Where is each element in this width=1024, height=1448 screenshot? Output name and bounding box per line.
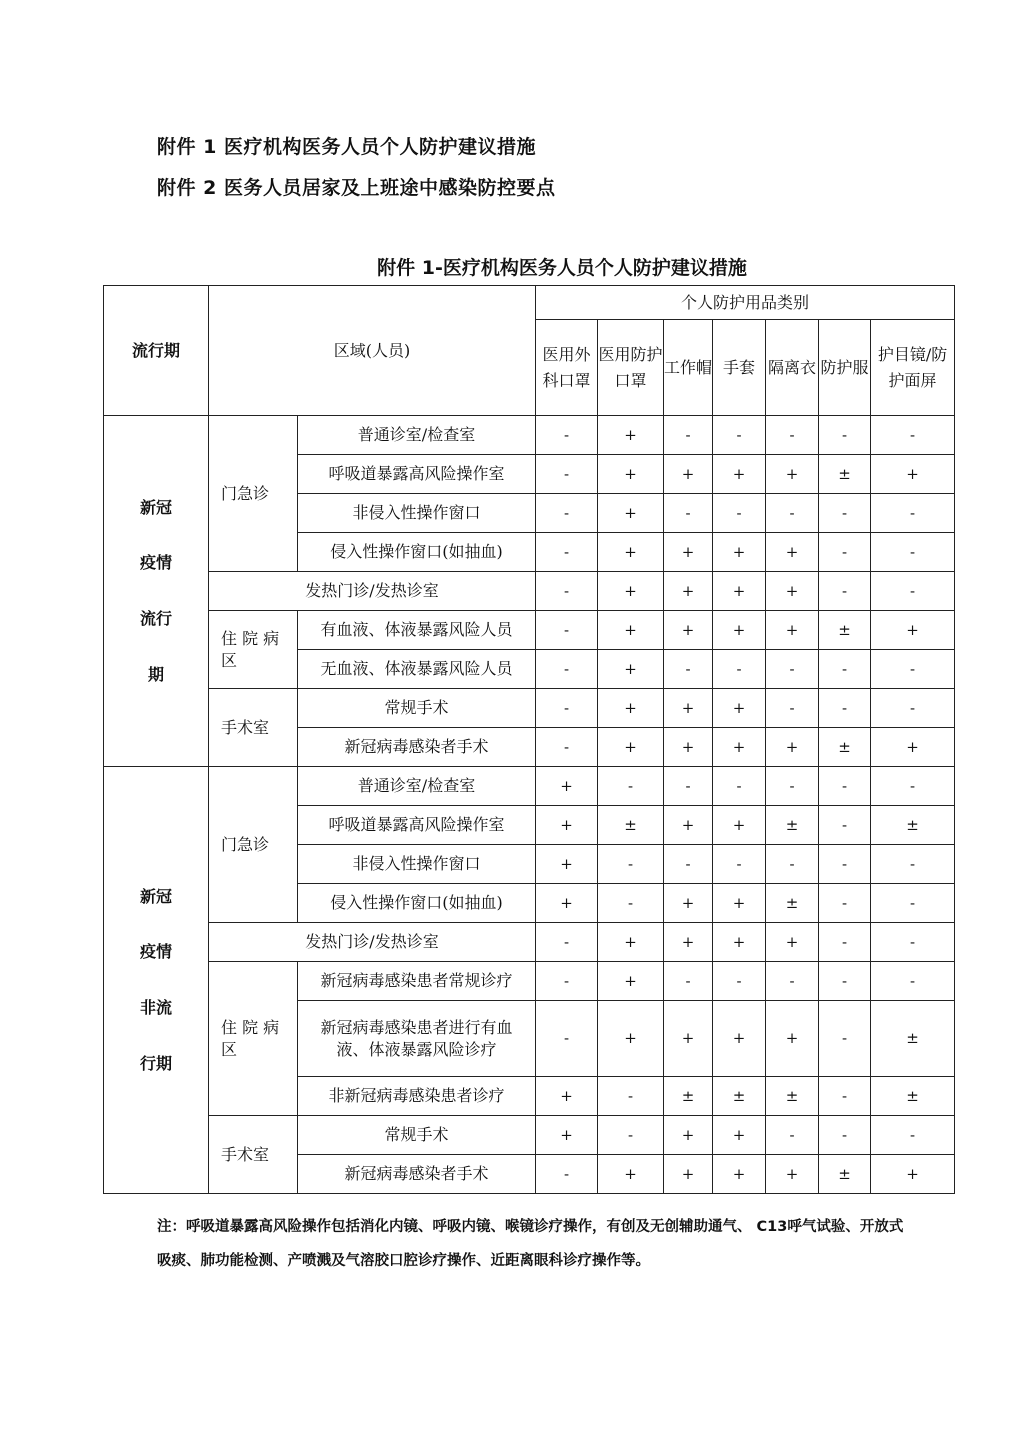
ppe-mark-cell: - — [766, 650, 819, 689]
area-group-cell: 住 院 病 区 — [209, 962, 298, 1116]
header-ppe-col: 医用防护口罩 — [598, 320, 664, 416]
area-group-cell: 手术室 — [209, 689, 298, 767]
ppe-mark-cell: - — [536, 416, 598, 455]
ppe-mark-cell: ± — [819, 611, 871, 650]
area-cell: 常规手术 — [298, 1116, 536, 1155]
ppe-mark-cell: + — [664, 572, 713, 611]
ppe-mark-cell: ± — [819, 728, 871, 767]
ppe-mark-cell: - — [819, 845, 871, 884]
ppe-mark-cell: - — [871, 845, 955, 884]
ppe-mark-cell: - — [598, 845, 664, 884]
footnote: 注：呼吸道暴露高风险操作包括消化内镜、呼吸内镜、喉镜诊疗操作，有创及无创辅助通气、 C13呼气试验、开放式吸痰、肺功能检测、产喷溅及气溶胶口腔诊疗操作、近距离眼科诊疗操作等。 — [157, 1219, 904, 1269]
ppe-mark-cell: - — [536, 923, 598, 962]
ppe-mark-cell: - — [766, 416, 819, 455]
ppe-mark-cell: + — [664, 689, 713, 728]
area-cell: 侵入性操作窗口(如抽血) — [298, 533, 536, 572]
ppe-mark-cell: + — [536, 845, 598, 884]
table-title: 附件 1-医疗机构医务人员个人防护建议措施 — [377, 257, 747, 279]
ppe-mark-cell: - — [819, 650, 871, 689]
ppe-mark-cell: + — [713, 689, 766, 728]
ppe-mark-cell: ± — [871, 1077, 955, 1116]
ppe-mark-cell: + — [598, 923, 664, 962]
ppe-mark-cell: + — [598, 962, 664, 1001]
header-ppe-col: 手套 — [713, 320, 766, 416]
area-cell: 非侵入性操作窗口 — [298, 845, 536, 884]
ppe-mark-cell: - — [819, 416, 871, 455]
ppe-mark-cell: - — [871, 494, 955, 533]
area-cell: 有血液、体液暴露风险人员 — [298, 611, 536, 650]
ppe-mark-cell: + — [598, 416, 664, 455]
area-cell: 侵入性操作窗口(如抽血) — [298, 884, 536, 923]
ppe-mark-cell: ± — [871, 806, 955, 845]
ppe-mark-cell: + — [664, 728, 713, 767]
ppe-mark-cell: ± — [766, 1077, 819, 1116]
ppe-mark-cell: - — [871, 650, 955, 689]
ppe-mark-cell: - — [871, 1116, 955, 1155]
ppe-mark-cell: + — [536, 1116, 598, 1155]
ppe-mark-cell: + — [664, 923, 713, 962]
ppe-mark-cell: - — [871, 884, 955, 923]
ppe-mark-cell: + — [536, 806, 598, 845]
ppe-mark-cell: - — [536, 1155, 598, 1194]
ppe-mark-cell: - — [766, 962, 819, 1001]
ppe-mark-cell: + — [713, 572, 766, 611]
table-row — [104, 416, 955, 455]
ppe-mark-cell: - — [536, 689, 598, 728]
ppe-mark-cell: + — [713, 611, 766, 650]
ppe-mark-cell: + — [598, 689, 664, 728]
ppe-mark-cell: + — [713, 533, 766, 572]
ppe-mark-cell: ± — [713, 1077, 766, 1116]
ppe-mark-cell: - — [766, 845, 819, 884]
ppe-mark-cell: + — [598, 1001, 664, 1077]
ppe-mark-cell: - — [536, 1001, 598, 1077]
ppe-mark-cell: + — [713, 1001, 766, 1077]
ppe-mark-cell: - — [536, 494, 598, 533]
ppe-mark-cell: ± — [598, 806, 664, 845]
ppe-mark-cell: - — [536, 533, 598, 572]
attachment-2-title: 附件 2 医务人员居家及上班途中感染防控要点 — [157, 177, 556, 199]
ppe-mark-cell: - — [536, 728, 598, 767]
ppe-mark-cell: + — [766, 611, 819, 650]
header-ppe-col: 护目镜/防护面屏 — [871, 320, 955, 416]
ppe-mark-cell: + — [598, 494, 664, 533]
ppe-mark-cell: + — [713, 1155, 766, 1194]
ppe-mark-cell: - — [819, 494, 871, 533]
ppe-mark-cell: - — [713, 416, 766, 455]
area-cell: 普通诊室/检查室 — [298, 767, 536, 806]
ppe-mark-cell: ± — [871, 1001, 955, 1077]
ppe-mark-cell: + — [713, 806, 766, 845]
ppe-mark-cell: + — [766, 1001, 819, 1077]
area-group-cell: 门急诊 — [209, 416, 298, 572]
ppe-mark-cell: + — [713, 923, 766, 962]
ppe-mark-cell: + — [871, 611, 955, 650]
period-cell — [104, 767, 209, 1194]
period-text: 疫情 — [139, 553, 172, 573]
ppe-mark-cell: + — [598, 455, 664, 494]
ppe-mark-cell: - — [871, 533, 955, 572]
area-cell: 无血液、体液暴露风险人员 — [298, 650, 536, 689]
ppe-mark-cell: - — [819, 1001, 871, 1077]
ppe-mark-cell: + — [664, 806, 713, 845]
ppe-mark-cell: - — [819, 572, 871, 611]
area-cell: 新冠病毒感染者手术 — [298, 728, 536, 767]
header-ppe-col: 医用外科口罩 — [536, 320, 598, 416]
area-cell: 非侵入性操作窗口 — [298, 494, 536, 533]
ppe-mark-cell: ± — [819, 1155, 871, 1194]
ppe-mark-cell: - — [819, 533, 871, 572]
ppe-mark-cell: ± — [819, 455, 871, 494]
period-text: 疫情 — [139, 942, 172, 962]
ppe-mark-cell: + — [766, 455, 819, 494]
ppe-mark-cell: - — [713, 767, 766, 806]
ppe-mark-cell: - — [819, 962, 871, 1001]
header-ppe-col: 防护服 — [819, 320, 871, 416]
ppe-mark-cell: + — [713, 884, 766, 923]
period-text: 非流 — [139, 998, 172, 1017]
ppe-mark-cell: ± — [766, 884, 819, 923]
ppe-mark-cell: - — [819, 689, 871, 728]
ppe-mark-cell: + — [536, 767, 598, 806]
ppe-mark-cell: - — [664, 962, 713, 1001]
ppe-mark-cell: + — [766, 572, 819, 611]
ppe-mark-cell: + — [664, 1155, 713, 1194]
ppe-mark-cell: + — [598, 1155, 664, 1194]
ppe-mark-cell: - — [819, 1077, 871, 1116]
ppe-mark-cell: - — [664, 416, 713, 455]
ppe-mark-cell: - — [713, 962, 766, 1001]
period-cell — [104, 416, 209, 767]
ppe-mark-cell: - — [598, 1116, 664, 1155]
area-cell: 呼吸道暴露高风险操作室 — [298, 806, 536, 845]
header-ppe-group: 个人防护用品类别 — [536, 286, 955, 320]
ppe-mark-cell: + — [871, 455, 955, 494]
ppe-mark-cell: - — [536, 611, 598, 650]
ppe-mark-cell: - — [871, 689, 955, 728]
ppe-mark-cell: + — [766, 923, 819, 962]
ppe-mark-cell: - — [819, 806, 871, 845]
ppe-mark-cell: + — [871, 728, 955, 767]
ppe-mark-cell: - — [598, 1077, 664, 1116]
ppe-mark-cell: - — [713, 494, 766, 533]
ppe-mark-cell: - — [819, 923, 871, 962]
ppe-mark-cell: + — [536, 1077, 598, 1116]
ppe-mark-cell: - — [664, 650, 713, 689]
area-cell: 新冠病毒感染患者常规诊疗 — [298, 962, 536, 1001]
ppe-mark-cell: - — [536, 572, 598, 611]
ppe-mark-cell: - — [536, 650, 598, 689]
ppe-mark-cell: - — [766, 1116, 819, 1155]
table-row — [104, 689, 955, 728]
ppe-mark-cell: - — [871, 767, 955, 806]
area-group-cell: 住 院 病 区 — [209, 611, 298, 689]
area-cell: 发热门诊/发热诊室 — [209, 923, 536, 962]
ppe-mark-cell: + — [766, 728, 819, 767]
ppe-mark-cell: - — [664, 494, 713, 533]
ppe-mark-cell: - — [664, 767, 713, 806]
area-cell: 非新冠病毒感染患者诊疗 — [298, 1077, 536, 1116]
ppe-mark-cell: + — [664, 884, 713, 923]
ppe-mark-cell: - — [766, 494, 819, 533]
attachment-1-title: 附件 1 医疗机构医务人员个人防护建议措施 — [157, 136, 536, 158]
table-row — [104, 923, 955, 962]
table-row — [104, 572, 955, 611]
area-cell: 呼吸道暴露高风险操作室 — [298, 455, 536, 494]
area-cell: 常规手术 — [298, 689, 536, 728]
ppe-mark-cell: - — [819, 1116, 871, 1155]
ppe-mark-cell: - — [871, 962, 955, 1001]
ppe-mark-cell: + — [713, 455, 766, 494]
ppe-mark-cell: - — [819, 767, 871, 806]
ppe-mark-cell: - — [871, 572, 955, 611]
ppe-mark-cell: - — [536, 455, 598, 494]
header-ppe-col: 隔离衣 — [766, 320, 819, 416]
ppe-table — [103, 285, 955, 1194]
table-row — [104, 1116, 955, 1155]
table-row — [104, 611, 955, 650]
ppe-mark-cell: - — [713, 845, 766, 884]
period-text: 期 — [147, 664, 164, 684]
table-row — [104, 962, 955, 1001]
ppe-mark-cell: + — [664, 455, 713, 494]
ppe-mark-cell: - — [871, 923, 955, 962]
ppe-mark-cell: + — [766, 1155, 819, 1194]
ppe-mark-cell: + — [598, 650, 664, 689]
ppe-mark-cell: ± — [664, 1077, 713, 1116]
table-row — [104, 767, 955, 806]
ppe-mark-cell: - — [819, 884, 871, 923]
ppe-mark-cell: + — [536, 884, 598, 923]
ppe-mark-cell: - — [713, 650, 766, 689]
ppe-mark-cell: - — [766, 689, 819, 728]
area-group-cell: 手术室 — [209, 1116, 298, 1194]
ppe-mark-cell: - — [871, 416, 955, 455]
ppe-mark-cell: - — [598, 767, 664, 806]
ppe-mark-cell: + — [598, 611, 664, 650]
header-ppe-col: 工作帽 — [664, 320, 713, 416]
period-text: 新冠 — [139, 497, 172, 517]
area-cell: 新冠病毒感染者手术 — [298, 1155, 536, 1194]
ppe-mark-cell: + — [766, 533, 819, 572]
ppe-mark-cell: + — [713, 728, 766, 767]
area-cell: 新冠病毒感染患者进行有血液、体液暴露风险诊疗 — [298, 1001, 536, 1077]
ppe-mark-cell: + — [598, 572, 664, 611]
period-text: 流行 — [139, 609, 172, 628]
ppe-mark-cell: - — [598, 884, 664, 923]
area-group-cell: 门急诊 — [209, 767, 298, 923]
ppe-mark-cell: + — [598, 728, 664, 767]
ppe-mark-cell: + — [664, 611, 713, 650]
period-text: 行期 — [139, 1053, 172, 1073]
ppe-mark-cell: - — [536, 962, 598, 1001]
area-cell: 普通诊室/检查室 — [298, 416, 536, 455]
ppe-mark-cell: + — [871, 1155, 955, 1194]
ppe-mark-cell: + — [664, 1116, 713, 1155]
ppe-mark-cell: + — [713, 1116, 766, 1155]
ppe-mark-cell: + — [664, 1001, 713, 1077]
ppe-mark-cell: - — [766, 767, 819, 806]
header-area: 区域(人员) — [209, 286, 536, 416]
ppe-mark-cell: + — [598, 533, 664, 572]
area-cell: 发热门诊/发热诊室 — [209, 572, 536, 611]
period-text: 新冠 — [139, 886, 172, 906]
ppe-mark-cell: + — [664, 533, 713, 572]
header-period: 流行期 — [104, 286, 209, 416]
ppe-mark-cell: ± — [766, 806, 819, 845]
ppe-mark-cell: - — [664, 845, 713, 884]
